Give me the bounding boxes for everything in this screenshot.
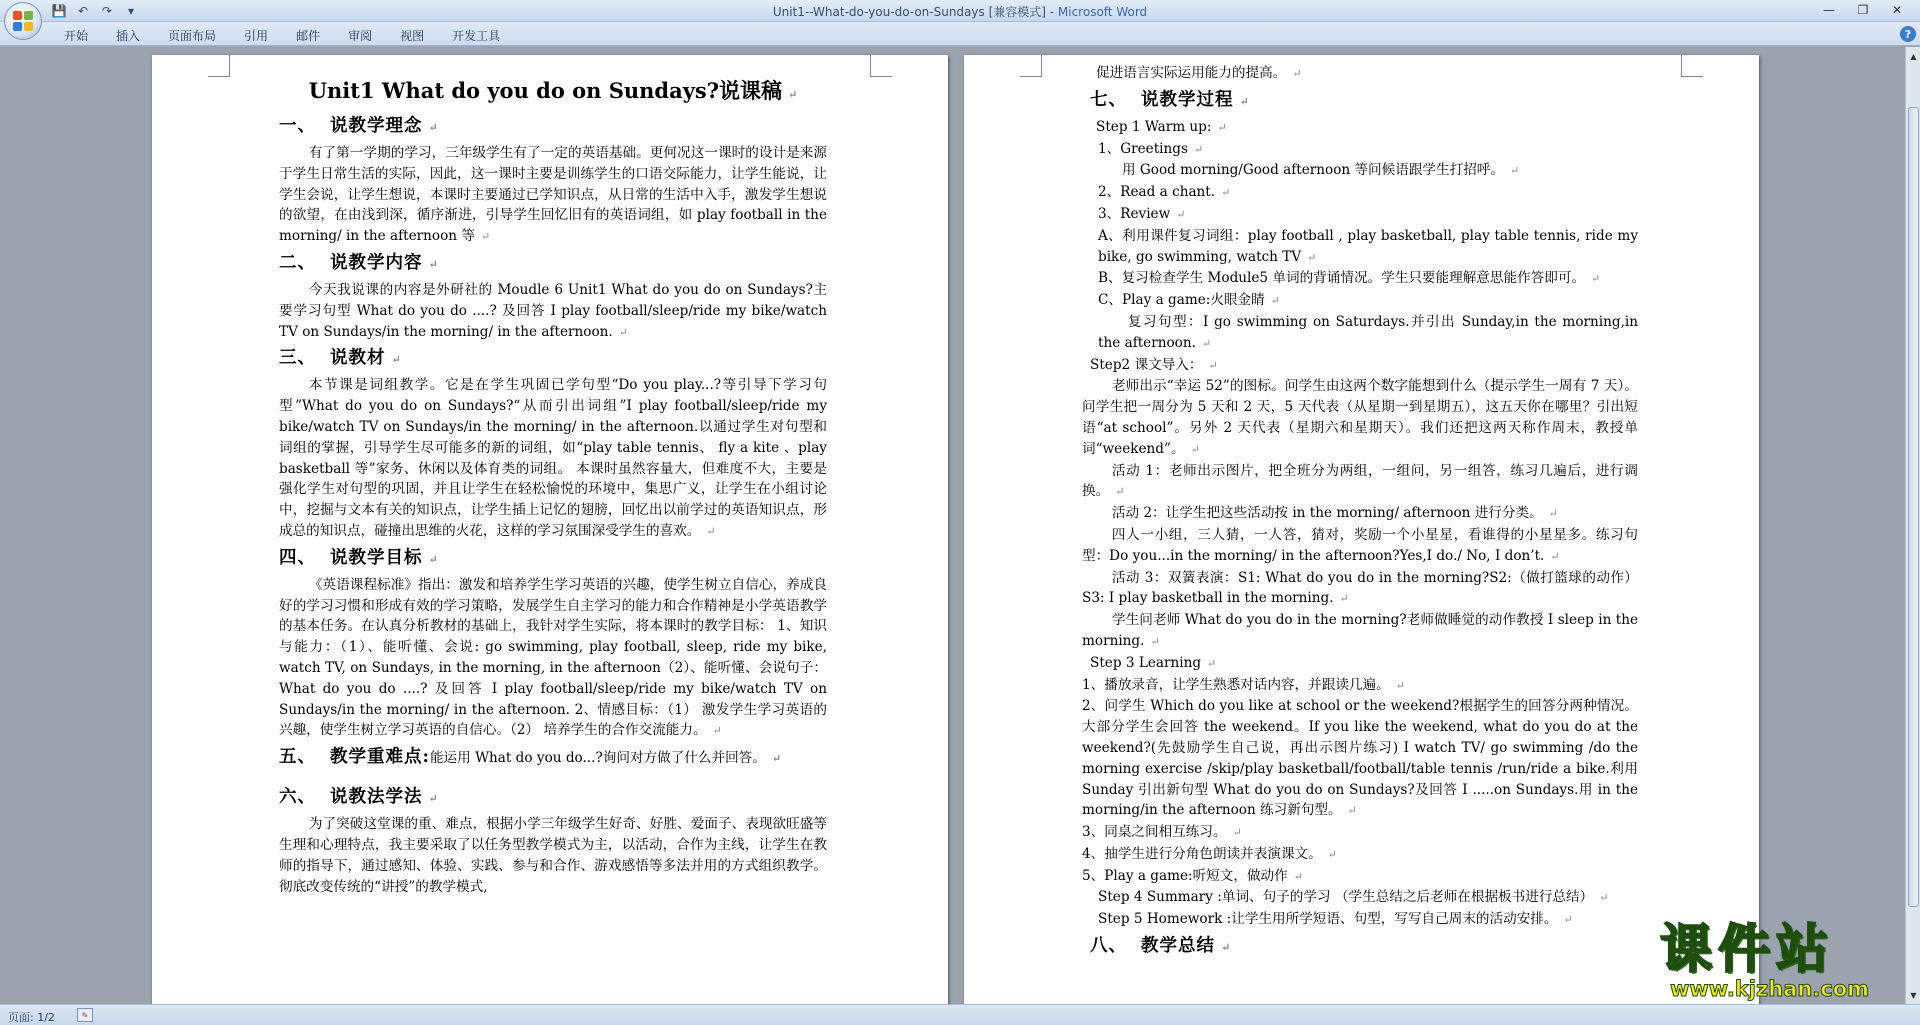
tab-insert[interactable]: 插入 [116,29,141,43]
redo-icon[interactable]: ↷ [101,4,113,18]
window-controls [1812,0,1914,20]
paragraph: Step 1 Warm up: ↵ [1096,118,1227,135]
help-icon[interactable]: ? [1900,26,1916,42]
page-1[interactable] [152,55,948,1004]
vertical-scrollbar[interactable] [1905,47,1920,1004]
paragraph: 1、Greetings ↵ [1098,140,1204,157]
margin-mark [208,55,230,77]
scroll-down-icon[interactable]: ▼ [1910,990,1917,1000]
section-heading: 六、 说教法学法 ↵ [279,787,439,808]
watermark-url: www.kjzhan.com [1670,977,1870,1001]
paragraph: 今天我说课的内容是外研社的 Moudle 6 Unit1 What do you do on Sundays?主要学习句型 What do you do ....? 及回答 I play football/sleep/ride my bike/watch TV on Sundays/in the morning/ in the afternoon. ↵ [279,281,827,340]
office-logo-icon [13,11,33,31]
office-button[interactable] [4,2,42,40]
paragraph: 活动 3：双簧表演：S1: What do you do in the morning?S2:（做打篮球的动作）S3: I play basketball in the morning. ↵ [1082,569,1638,607]
paragraph: Step 5 Homework :让学生用所学短语、句型，写写自己周末的活动安排。 ↵ [1098,911,1573,928]
paragraph: 5、Play a game:听短文，做动作 ↵ [1082,867,1303,884]
page-1-text[interactable] [279,55,827,897]
app-name: Microsoft Word [1054,5,1148,19]
ribbon [0,22,1920,46]
restore-button[interactable]: ❐ [1857,3,1869,17]
paragraph: 老师出示“幸运 52”的图标。问学生由这两个数字能想到什么（提示学生一周有 7 天）。问学生把一周分为 5 天和 2 天，5 天代表（从星期一到星期五），这五天你在哪里？引出短语“at school”。另外 2 天代表（星期六和星期天）。我们还把这两天称作周末，教授单词“weekend”。 ↵ [1082,378,1638,457]
tab-references[interactable]: 引用 [244,29,269,43]
section-heading: 七、 说教学过程 ↵ [1090,89,1250,110]
document-workspace[interactable] [0,47,1905,1004]
paragraph: 2、Read a chant. ↵ [1098,184,1231,201]
paragraph: B、复习检查学生 Module5 单词的背诵情况。学生只要能理解意思能作答即可。 ↵ [1098,270,1601,287]
tab-mailings[interactable]: 邮件 [296,29,321,43]
margin-mark [1020,55,1042,77]
paragraph: 四人一小组，三人猜，一人答，猜对，奖励一个小星星，看谁得的小星星多。练习句型：Do you...in the morning/ in the afternoon?Yes,I do./ No, I don’t. ↵ [1082,526,1638,564]
scroll-thumb[interactable] [1908,107,1919,907]
paragraph: 2、问学生 Which do you like at school or the weekend?根据学生的回答分两种情况。大部分学生会回答 the weekend。If you like the weekend, what do you do at the weekend?(先鼓励学生自己说，再出示图片练习) I watch TV/ go swimming /do the morning exercise /skip/play basketball/football/table tennis /run/ride a bike.利用 Sunday 引出新句型 What do you do on Sundays?及回答 I .....on Sundays.用 in the morning/in the afternoon 练习新句型。 ↵ [1082,698,1638,819]
paragraph: 活动 1：老师出示图片，把全班分为两组，一组问，另一组答，练习几遍后，进行调换。 ↵ [1082,462,1638,500]
paragraph: 有了第一学期的学习，三年级学生有了一定的英语基础。更何况这一课时的设计是来源于学生日常生活的实际，因此，这一课时主要是训练学生的口语交际能力，让学生能说，让学生会说，让学生想说，本课时主要通过已学知识点，从日常的生活中入手，激发学生想说的欲望，在由浅到深，循序渐进，引导学生回忆旧有的英语词组，如 play football in the morning/ in the afternoon 等 ↵ [279,145,827,245]
proofing-icon[interactable]: ✎ [77,1008,93,1022]
tab-review[interactable]: 审阅 [348,29,373,43]
scroll-up-icon[interactable]: ▲ [1910,51,1917,61]
paragraph: 复习句型：I go swimming on Saturdays.并引出 Sunday,in the morning,in the afternoon. ↵ [1098,313,1638,351]
paragraph: C、Play a game:火眼金睛 ↵ [1098,292,1280,309]
watermark-text: 课件站 [1660,920,1835,980]
tab-view[interactable]: 视图 [400,29,425,43]
document-title: Unit1 What do you do on Sundays?说课稿 ↵ [308,78,798,103]
paragraph: 3、同桌之间相互练习。 ↵ [1082,824,1242,841]
margin-mark [870,55,892,77]
tab-developer[interactable]: 开发工具 [452,29,501,43]
undo-icon[interactable]: ↶ [77,4,89,18]
paragraph: Step 4 Summary :单词、句子的学习 （学生总结之后老师在根据板书进行总结） ↵ [1098,889,1609,906]
close-button[interactable]: ✕ [1891,3,1903,17]
minimize-button[interactable]: — [1823,3,1835,17]
paragraph: 本节课是词组教学。它是在学生巩固已学句型“Do you play...?等引导下学习句型”What do you do on Sundays?“从而引出词组”I play football/sleep/ride my bike/watch TV on Sundays/in the morning/ in the afternoon.以通过学生对句型和词组的掌握，引导学生尽可能多的新的词组，如“play table tennis、 fly a kite 、play basketball 等”家务、休闲以及体育类的词组。 本课时虽然容量大，但难度不大，主要是强化学生对句型的巩固，并且让学生在轻松愉悦的环境中，集思广义，让学生在小组讨论中，挖掘与文本有关的知识点，让学生插上记忆的翅膀，回忆出以前学过的英语知识点，形成总的知识点，碰撞出思维的火花，这样的学习氛围深受学生的喜欢。 ↵ [279,377,827,539]
ribbon-tabs [56,25,520,46]
paragraph: 4、抽学生进行分角色朗读并表演课文。 ↵ [1082,845,1337,862]
section-heading: 一、 说教学理念 ↵ [279,116,439,136]
page-count[interactable]: 页面: 1/2 [8,1011,55,1024]
paragraph: Step2 课文导入： ↵ [1090,356,1218,373]
margin-mark [1681,55,1703,77]
status-bar [0,1004,1920,1025]
section-heading: 八、 教学总结 ↵ [1090,936,1232,957]
paragraph: 学生问老师 What do you do in the morning?老师做睡觉的动作教授 I sleep in the morning. ↵ [1082,612,1638,649]
document-name: Unit1--What-do-you-do-on-Sundays [兼容模式] - [772,5,1055,19]
paragraph: 为了突破这堂课的重、难点，根据小学三年级学生好奇、好胜、爱面子、表现欲旺盛等生理和心理特点，我主要采取了以任务型教学模式为主，以活动，合作为主线，让学生在教师的指导下，通过感知、体验、实践、参与和合作、游戏感悟等多法并用的方式组织教学。彻底改变传统的“讲授”的教学模式, [279,816,827,895]
page-2[interactable] [964,55,1759,1004]
paragraph: A、利用课件复习词组：play football , play basketball, play table tennis, ride my bike, go swimming, watch TV ↵ [1098,227,1638,265]
paragraph: 《英语课程标准》指出：激发和培养学生学习英语的兴趣，使学生树立自信心，养成良好的学习习惯和形成有效的学习策略，发展学生自主学习的能力和合作精神是小学英语教学的基本任务。在认真分析教材的基础上，我针对学生实际，将本课时的教学目标： 1、知识与能力：（1）、能听懂、会说: go swimming, play football, sleep, ride my bike, watch TV, on Sundays, in the morning, in the afternoon（2）、能听懂、会说句子：What do you do ....? 及回答 I play football/sleep/ride my bike/watch TV on Sundays/in the morning/ in the afternoon. 2、情感目标：（1） 激发学生学习英语的兴趣，使学生树立学习英语的自信心。（2） 培养学生的合作交流能力。 ↵ [279,576,827,739]
paragraph: 3、Review ↵ [1098,205,1186,222]
section-heading: 二、 说教学内容 ↵ [279,252,439,273]
paragraph: 1、播放录音，让学生熟悉对话内容，并跟读几遍。 ↵ [1082,676,1405,693]
page-2-text[interactable] [1082,55,1638,963]
window-title [0,3,1920,20]
paragraph: 活动 2：让学生把这些活动按 in the morning/ afternoon 进行分类。 ↵ [1111,505,1558,522]
section-heading: 五、 教学重难点:能运用 What do you do...?询问对方做了什么并回答。 ↵ [279,747,783,768]
save-icon[interactable]: 💾 [51,4,67,18]
section-heading: 三、 说教材 ↵ [279,348,402,369]
paragraph: Step 3 Learning ↵ [1090,654,1217,671]
paragraph: 促进语言实际运用能力的提高。 ↵ [1096,65,1302,81]
paragraph: 用 Good morning/Good afternoon 等问候语跟学生打招呼。 ↵ [1122,162,1520,179]
tab-home[interactable]: 开始 [64,29,89,43]
tab-page-layout[interactable]: 页面布局 [168,29,217,43]
customize-qat-icon[interactable]: ▾ [127,4,135,18]
watermark-logo [1660,922,1900,1008]
title-bar [0,0,1920,22]
section-heading: 四、 说教学目标 ↵ [279,547,439,568]
